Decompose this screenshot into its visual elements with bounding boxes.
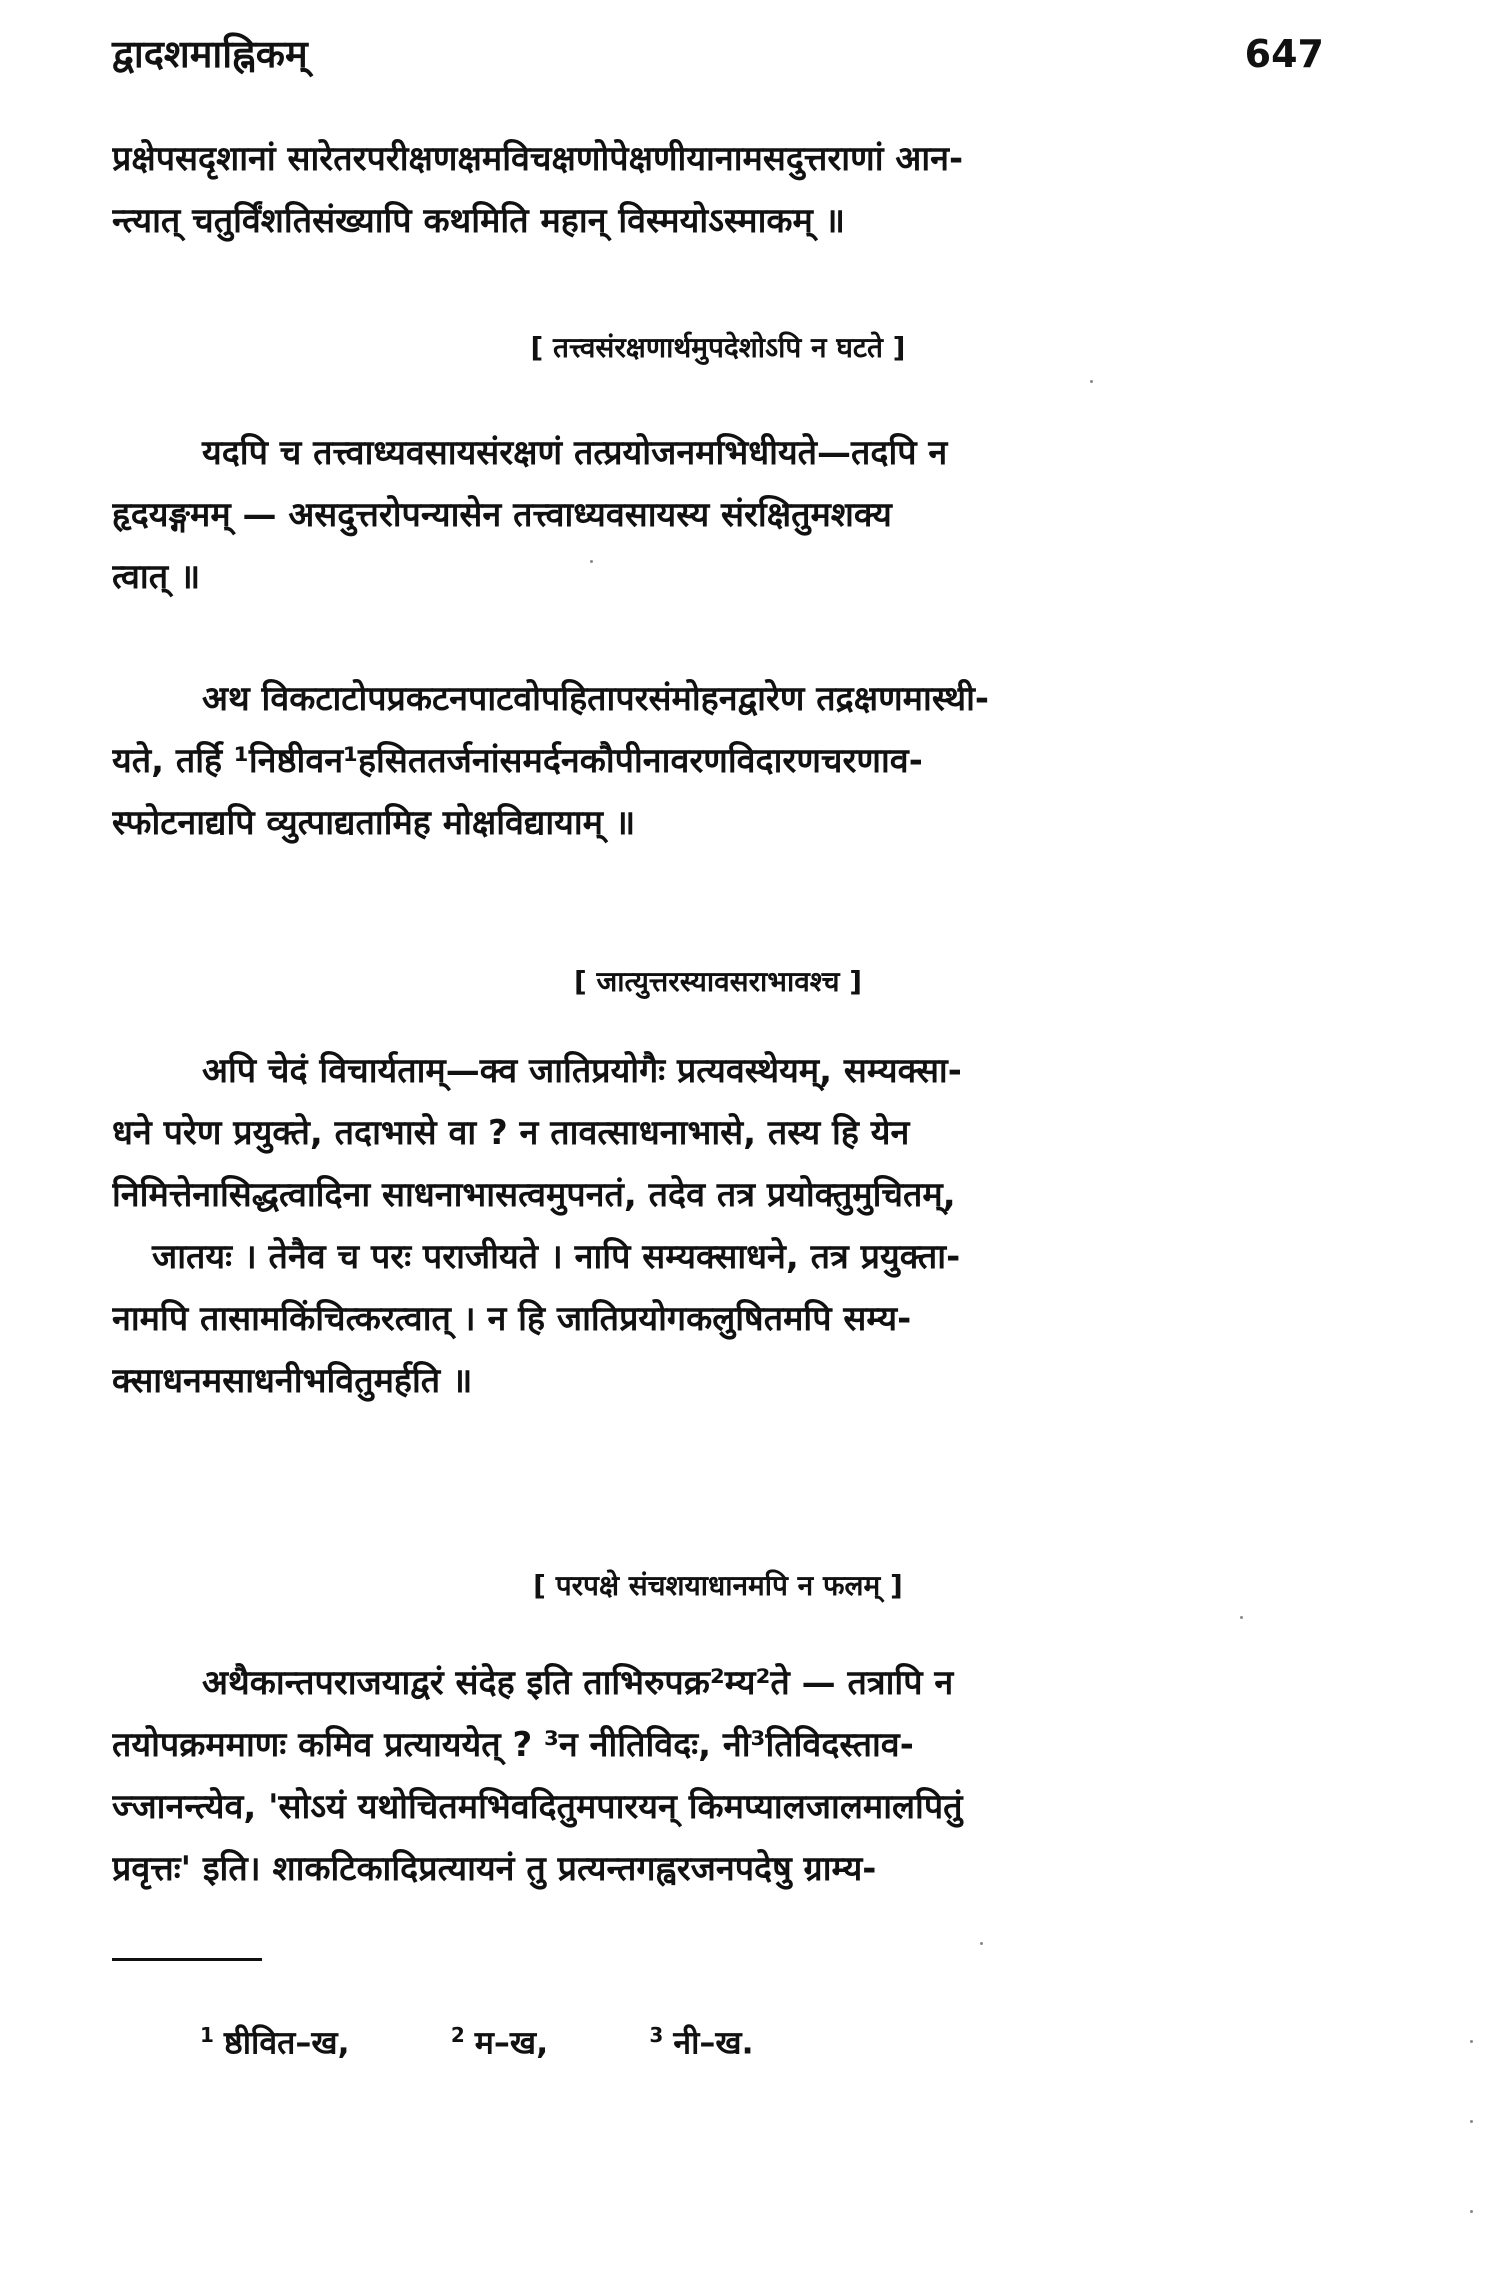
page-number: 647 <box>1244 32 1324 76</box>
text-line: अपि चेदं विचार्यताम्—क्व जातिप्रयोगैः प्रत्यवस्थेयम्, सम्यक्सा- <box>202 1051 962 1091</box>
footnote-mark: 2 <box>450 2023 465 2047</box>
text-line: यते, तर्हि ¹निष्ठीवन¹हसिततर्जनांसमर्दनकौपीनावरणविदारणचरणाव- <box>112 741 923 781</box>
section-heading-3: [ परपक्षे संचशयाधानमपि न फलम् ] <box>533 1569 903 1602</box>
scan-speck <box>1240 1616 1243 1619</box>
text-line: क्साधनमसाधनीभवितुमर्हति ॥ <box>112 1361 473 1401</box>
section-heading-1: [ तत्त्वसंरक्षणार्थमुपदेशोऽपि न घटते ] <box>530 331 906 364</box>
footnote-mark: 1 <box>200 2023 214 2047</box>
footnote-3 <box>649 2010 753 2068</box>
section-heading-2: [ जात्युत्तरस्यावसराभावश्च ] <box>573 965 863 998</box>
footnotes <box>200 2010 844 2068</box>
paragraph-2 <box>112 422 1324 608</box>
running-head-title: द्वादशमाह्निकम् <box>112 32 308 76</box>
paragraph-4 <box>112 1040 1324 1412</box>
text-line: न्त्यात् चतुर्विंशतिसंख्यापि कथमिति महान् विस्मयोऽस्माकम् ॥ <box>112 201 846 241</box>
text-line: अथैकान्तपराजयाद्वरं संदेह इति ताभिरुपक्र²म्य²ते — तत्रापि न <box>202 1663 954 1703</box>
text-line: यदपि च तत्त्वाध्यवसायसंरक्षणं तत्प्रयोजनमभिधीयते—तदपि न <box>202 433 948 473</box>
text-line: ज्जानन्त्येव, 'सोऽयं यथोचितमभिवदितुमपारयन् किमप्यालजालमालपितुं <box>112 1787 963 1827</box>
scan-speck <box>1470 2120 1473 2123</box>
footnote-1 <box>200 2010 350 2068</box>
scan-speck <box>1090 380 1093 383</box>
running-head <box>112 24 1324 84</box>
text-line: तयोपक्रममाणः कमिव प्रत्याययेत् ? ³न नीतिविदः, नी³तिविदस्ताव- <box>112 1725 914 1765</box>
footnote-2 <box>451 2010 548 2068</box>
footnote-text: म–ख, <box>474 2023 549 2062</box>
paragraph-5 <box>112 1652 1324 1900</box>
scan-speck <box>590 560 593 563</box>
text-line: धने परेण प्रयुक्ते, तदाभासे वा ? न तावत्साधनाभासे, तस्य हि येन <box>112 1113 910 1153</box>
text-line: निमित्तेनासिद्धत्वादिना साधनाभासत्वमुपनतं, तदेव तत्र प्रयोक्तुमुचितम्, <box>112 1175 956 1215</box>
text-line: प्रक्षेपसदृशानां सारेतरपरीक्षणक्षमविचक्षणोपेक्षणीयानामसदुत्तराणां आन- <box>112 139 964 179</box>
scan-speck <box>1470 2210 1473 2213</box>
footnote-mark: 3 <box>649 2023 664 2047</box>
footnote-text: नी–ख. <box>673 2023 754 2062</box>
text-line: हृदयङ्गमम् — असदुत्तरोपन्यासेन तत्त्वाध्यवसायस्य संरक्षितुमशक्य <box>112 495 892 535</box>
text-line: अथ विकटाटोपप्रकटनपाटवोपहितापरसंमोहनद्वारेण तद्रक्षणमास्थी- <box>202 679 990 719</box>
text-line: नामपि तासामकिंचित्करत्वात् । न हि जातिप्रयोगकलुषितमपि सम्य- <box>112 1299 912 1339</box>
footnote-text: ष्ठीवित–ख, <box>223 2023 350 2062</box>
paragraph-3 <box>112 668 1324 854</box>
text-line: जातयः । तेनैव च परः पराजीयते । नापि सम्यक्साधने, तत्र प्रयुक्ता- <box>152 1237 961 1277</box>
text-line: त्वात् ॥ <box>112 557 201 597</box>
footnote-rule <box>112 1958 262 1961</box>
scan-speck <box>1470 2040 1473 2043</box>
paragraph-1 <box>112 128 1324 252</box>
scan-speck <box>980 1942 983 1945</box>
text-line: प्रवृत्तः' इति। शाकटिकादिप्रत्यायनं तु प्रत्यन्तगह्वरजनपदेषु ग्राम्य- <box>112 1849 877 1889</box>
text-line: स्फोटनाद्यपि व्युत्पाद्यतामिह मोक्षविद्यायाम् ॥ <box>112 803 636 843</box>
